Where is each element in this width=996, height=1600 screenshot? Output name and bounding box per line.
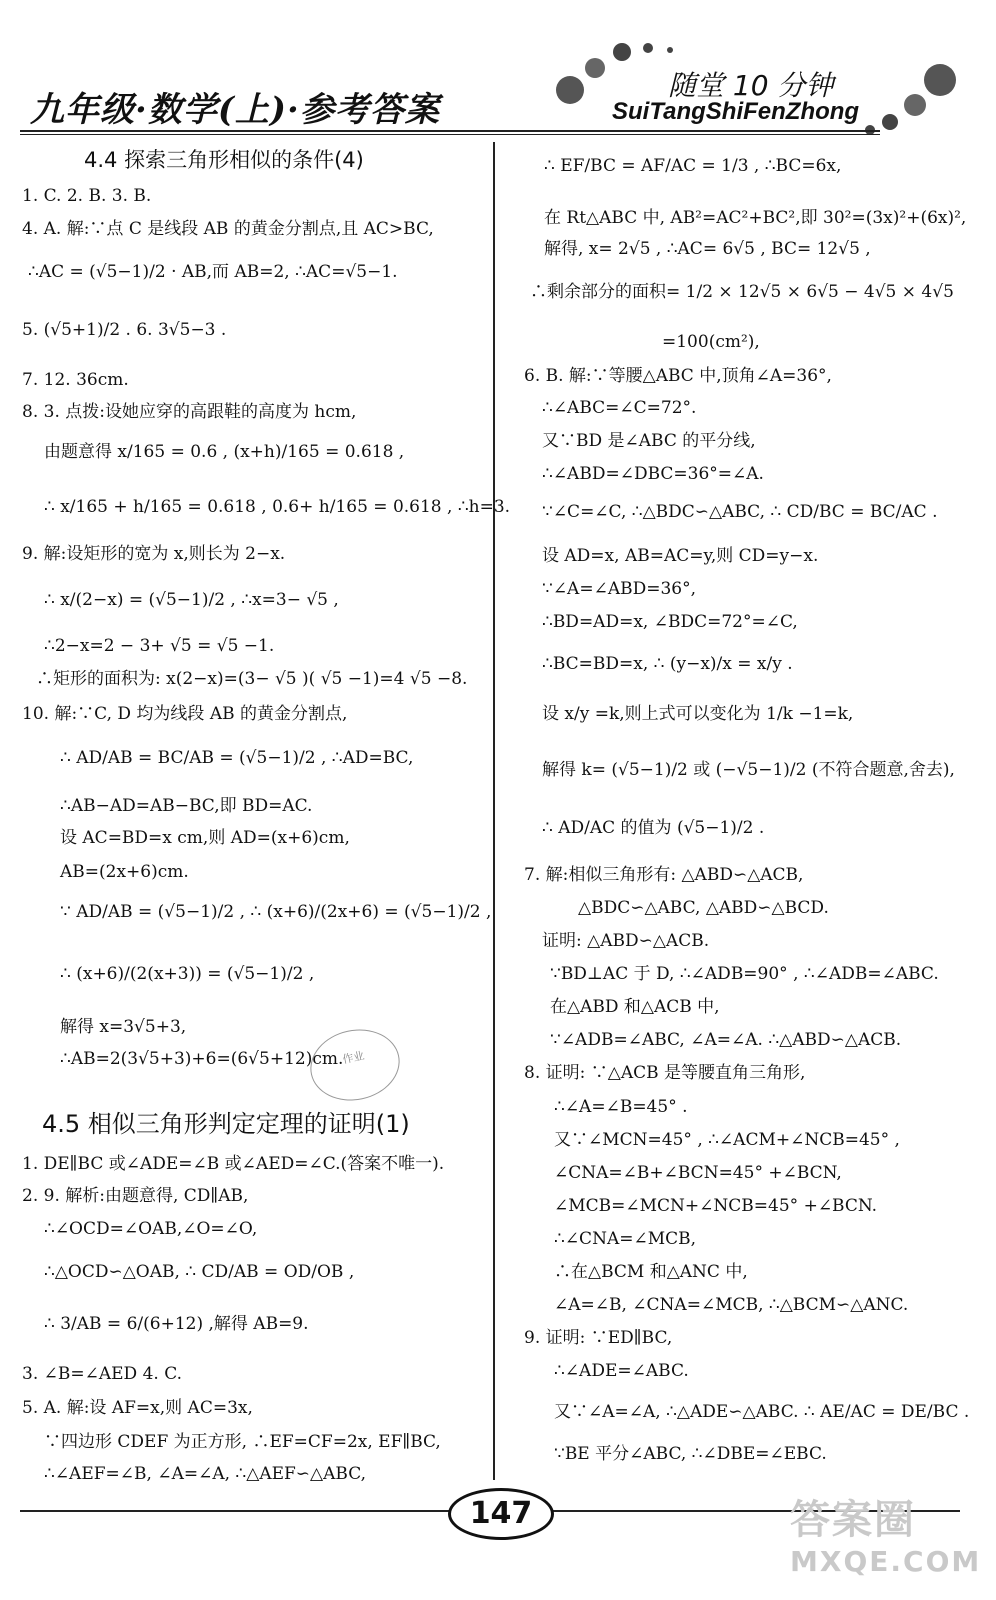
- answer-line: 9. 证明: ∵ED∥BC,: [524, 1328, 673, 1348]
- answer-line: ∵四边形 CDEF 为正方形, ∴EF=CF=2x, EF∥BC,: [44, 1432, 441, 1452]
- brand-chinese: 随堂 10 分钟: [668, 69, 834, 102]
- answer-line: 4. A. 解:∵点 C 是线段 AB 的黄金分割点,且 AC>BC,: [22, 219, 434, 239]
- answer-line: ∴ 3/AB = 6/(6+12) ,解得 AB=9.: [44, 1314, 309, 1334]
- answer-line: ∴矩形的面积为: x(2−x)=(3− √5 )( √5 −1)=4 √5 −8.: [36, 669, 468, 689]
- answer-line: ∴AB−AD=AB−BC,即 BD=AC.: [60, 796, 313, 816]
- column-divider: [493, 142, 495, 1480]
- brand-english: SuiTangShiFenZhong: [612, 98, 860, 125]
- header-rule-thin: [20, 134, 880, 135]
- answer-line: ∴AB=2(3√5+3)+6=(6√5+12)cm.: [60, 1049, 344, 1069]
- answer-line: 3. ∠B=∠AED 4. C.: [22, 1364, 182, 1384]
- answer-line: 解得, x= 2√5 , ∴AC= 6√5 , BC= 12√5 ,: [544, 239, 871, 259]
- answer-line: ∴AC = (√5−1)/2 · AB,而 AB=2, ∴AC=√5−1.: [28, 262, 398, 282]
- answer-line: ∵∠C=∠C, ∴△BDC∽△ABC, ∴ CD/BC = BC/AC .: [542, 502, 938, 522]
- answer-line: 2. 9. 解析:由题意得, CD∥AB,: [22, 1186, 249, 1206]
- answer-line: ∴ x/(2−x) = (√5−1)/2 , ∴x=3− √5 ,: [44, 590, 339, 610]
- homework-stamp: [304, 1021, 407, 1108]
- section-title-4-5: 4.5 相似三角形判定定理的证明(1): [42, 1110, 410, 1138]
- answer-line: ∵∠ADB=∠ABC, ∠A=∠A. ∴△ABD∽△ACB.: [550, 1030, 902, 1050]
- answer-line: △BDC∽△ABC, △ABD∽△BCD.: [578, 898, 829, 918]
- answer-line: 解得 x=3√5+3,: [60, 1017, 187, 1037]
- answer-line: 10. 解:∵C, D 均为线段 AB 的黄金分割点,: [22, 704, 348, 724]
- answer-line: ∴ (x+6)/(2(x+3)) = (√5−1)/2 ,: [60, 964, 315, 984]
- answer-line: ∴∠OCD=∠OAB,∠O=∠O,: [44, 1219, 258, 1239]
- page-number: 147: [448, 1488, 554, 1540]
- answer-line: 1. DE∥BC 或∠ADE=∠B 或∠AED=∠C.(答案不唯一).: [22, 1154, 445, 1174]
- answer-line: AB=(2x+6)cm.: [60, 862, 189, 882]
- answer-line: ∠CNA=∠B+∠BCN=45° +∠BCN,: [554, 1163, 842, 1183]
- answer-line: ∴ x/165 + h/165 = 0.618 , 0.6+ h/165 = 0.618 , ∴h=3.: [44, 497, 511, 517]
- answer-line: 证明: △ABD∽△ACB.: [542, 931, 710, 951]
- answer-line: 6. B. 解:∵等腰△ABC 中,顶角∠A=36°,: [524, 366, 832, 386]
- answer-line: ∴∠A=∠B=45° .: [554, 1097, 688, 1117]
- answer-line: ∴在△BCM 和△ANC 中,: [554, 1262, 748, 1282]
- answer-line: 9. 解:设矩形的宽为 x,则长为 2−x.: [22, 544, 286, 564]
- answer-line: ∴2−x=2 − 3+ √5 = √5 −1.: [44, 636, 275, 656]
- answer-line: ∠MCB=∠MCN+∠NCB=45° +∠BCN.: [554, 1196, 878, 1216]
- answer-line: 由题意得 x/165 = 0.6 , (x+h)/165 = 0.618 ,: [44, 442, 405, 462]
- answer-line: ∵BE 平分∠ABC, ∴∠DBE=∠EBC.: [554, 1444, 827, 1464]
- answer-line: 7. 12. 36cm.: [22, 370, 129, 390]
- answer-line: ∴ EF/BC = AF/AC = 1/3 , ∴BC=6x,: [544, 156, 842, 176]
- section-title-4-4: 4.4 探索三角形相似的条件(4): [84, 148, 364, 172]
- answer-line: 在△ABD 和△ACB 中,: [550, 997, 720, 1017]
- answer-line: ∴剩余部分的面积= 1/2 × 12√5 × 6√5 − 4√5 × 4√5: [530, 282, 954, 302]
- answer-line: ∴ AD/AC 的值为 (√5−1)/2 .: [542, 818, 765, 838]
- answer-line: 8. 证明: ∵△ACB 是等腰直角三角形,: [524, 1063, 806, 1083]
- answer-line: ∴∠ABD=∠DBC=36°=∠A.: [542, 464, 764, 484]
- answer-line: 5. (√5+1)/2 . 6. 3√5−3 .: [22, 320, 227, 340]
- header-rule: [20, 130, 880, 132]
- answer-line: ∠A=∠B, ∠CNA=∠MCB, ∴△BCM∽△ANC.: [554, 1295, 909, 1315]
- page-header: [0, 0, 996, 150]
- answer-line: ∴∠CNA=∠MCB,: [554, 1229, 697, 1249]
- answer-line: ∴∠ABC=∠C=72°.: [542, 398, 697, 418]
- answer-line: 1. C. 2. B. 3. B.: [22, 186, 152, 206]
- answer-line: ∴∠ADE=∠ABC.: [554, 1361, 689, 1381]
- answer-line: 8. 3. 点拨:设她应穿的高跟鞋的高度为 hcm,: [22, 402, 357, 422]
- stamp-label: 作业: [341, 1049, 366, 1067]
- answer-line: ∴∠AEF=∠B, ∠A=∠A, ∴△AEF∽△ABC,: [44, 1464, 367, 1484]
- answer-line: ∵ AD/AB = (√5−1)/2 , ∴ (x+6)/(2x+6) = (√5−1)/2 ,: [60, 902, 492, 922]
- answer-line: ∴BC=BD=x, ∴ (y−x)/x = x/y .: [542, 654, 793, 674]
- answer-line: =100(cm²),: [662, 332, 760, 352]
- answer-line: ∵∠A=∠ABD=36°,: [542, 579, 697, 599]
- answer-line: 解得 k= (√5−1)/2 或 (−√5−1)/2 (不符合题意,舍去),: [542, 760, 955, 780]
- answer-line: 设 AC=BD=x cm,则 AD=(x+6)cm,: [60, 828, 350, 848]
- answer-line: 7. 解:相似三角形有: △ABD∽△ACB,: [524, 865, 804, 885]
- answer-line: 又∵∠A=∠A, ∴△ADE∽△ABC. ∴ AE/AC = DE/BC .: [554, 1402, 970, 1422]
- answer-line: ∴ AD/AB = BC/AB = (√5−1)/2 , ∴AD=BC,: [60, 748, 414, 768]
- answer-line: ∴△OCD∽△OAB, ∴ CD/AB = OD/OB ,: [44, 1262, 355, 1282]
- answer-line: 又∵∠MCN=45° , ∴∠ACM+∠NCB=45° ,: [554, 1130, 900, 1150]
- answer-line: 5. A. 解:设 AF=x,则 AC=3x,: [22, 1398, 253, 1418]
- answer-line: 设 AD=x, AB=AC=y,则 CD=y−x.: [542, 546, 819, 566]
- answer-line: 设 x/y =k,则上式可以变化为 1/k −1=k,: [542, 704, 854, 724]
- answer-line: 又∵BD 是∠ABC 的平分线,: [542, 431, 756, 451]
- watermark-text: 答案圈: [790, 1497, 916, 1543]
- answer-line: 在 Rt△ABC 中, AB²=AC²+BC²,即 30²=(3x)²+(6x)²,: [544, 208, 967, 228]
- watermark-url: MXQE.COM: [790, 1545, 982, 1578]
- document-title: 九年级·数学(上)·参考答案: [30, 90, 440, 130]
- answer-line: ∵BD⊥AC 于 D, ∴∠ADB=90° , ∴∠ADB=∠ABC.: [550, 964, 939, 984]
- answer-line: ∴BD=AD=x, ∠BDC=72°=∠C,: [542, 612, 798, 632]
- watermark: [790, 1488, 986, 1588]
